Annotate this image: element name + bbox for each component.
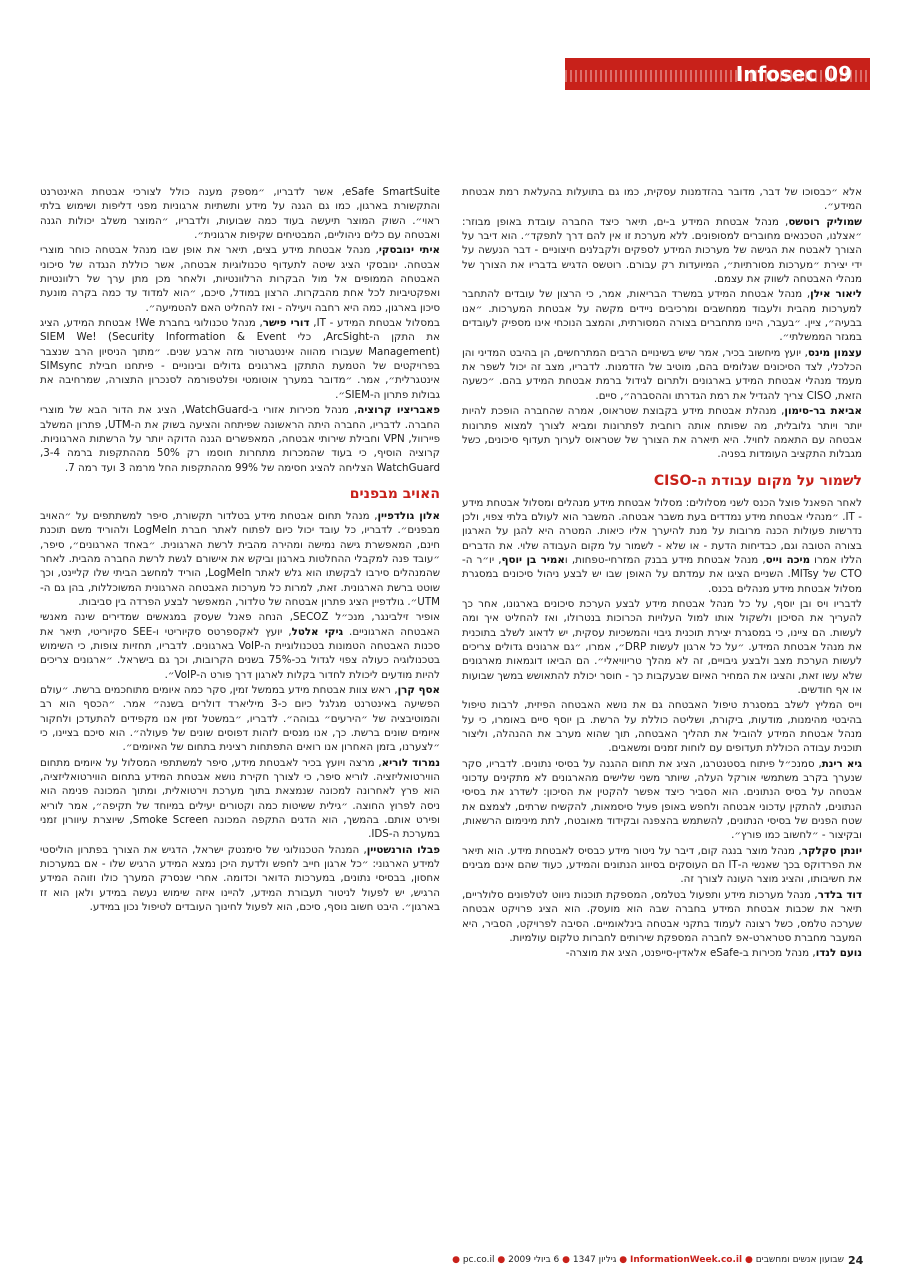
- paragraph-text: , מנהל אבטחת מידע בצים, תיאר את אופן שבו מנהל אבטחה כוחר מוצרי אבטחה. ינובסקי הציג שיטה לתעדוף טכנולוגיות אבטחה, אשר כוללת הנגדה של סיכוני האבטחה הממופים אל מול הבקרות הרלוונטיות, ולאחר מכן מתן ערך של רלוונטיות ואפקטיביות לכל אחת מהבקרות. הרצון במודל, סיכם, ״הוא למדוד עד כמה בקרה מונעת סיכון בארגון, כמה היא רחבה ויעילה - ואז להחליט האם להטמיעה״.: [40, 244, 440, 314]
- paragraph-text: , יו״ר ה-CTO של MITsy. השניים הציגו את עמדתם על האופן שבו יש לבצע ניהול סיכונים במסגרת מסלול אבטחת מידע מנהלים בכנס.: [462, 553, 862, 595]
- paragraph: [462, 215, 862, 287]
- paragraph: אלא ״כבסוכו של דבר, מדובר בהזדמנות עסקית, כמו גם בתועלות בהעלאת רמת אבטחת המידע״.: [462, 186, 862, 213]
- article-column-right: [462, 185, 862, 961]
- footer-publication: שבועון אנשים ומחשבים: [755, 1255, 844, 1265]
- section-title: Infosec 09: [735, 62, 852, 86]
- person-name: גיא רינת: [821, 757, 862, 770]
- paragraph: [462, 844, 862, 887]
- paragraph: לדבריו ויס ובן יוסף, על כל מנהל אבטחת מידע לבצע הערכת סיכונים בארגונו, אחר כך להעריך את הסיכון ולשקול אותו למול העלויות הכרוכות בנטרולו, ואז להחליט איך ומה לעשות. הם ציינו, כי במסגרת יצירת תוכנית גיבוי והמשכיות עסקית, יש לדאוג לשלב בתוכנית את מנהל אבטחת המידע. ״על כל ארגון לעשות DRP״, אמרו, ״גם ארגונים גדולים צריכים לעשות הערכת מצב ולבצע גיבויים, זה לא מהלך טריוויאלי״. הם הביאו דוגמאות מארגונים שלא עשו זאת, והציגו את המחיר האיום שבעקבות כך - חוסר יכולת להתאושש במשך שבועות או אף חודשים.: [462, 597, 862, 696]
- paragraph-text: , ראש צוות אבטחת מידע בממשל זמין, סקר כמה איומים מתוחכמים ברשת. ״עולם הפשיעה באינטרנט מגלגל כיום כ-3 מיליארד דולרים בשנה״ אמר. ״הכסף הוא רב והמוטיבציה של ״הירעים״ גבוהה״. לדבריו, ״במשטל זמין אנו מקפידים להתעדכן ולחקור איומים שונים ברשת. כך, אנו מנסים לזהות דפוסים שונים של פעולה״. הוא סיכם בציינו, כי ״לצערנו, בזמן האחרון אנו רואים התפתחות רצינית בתחום של האיומים״.: [40, 684, 440, 754]
- paragraph-text: , מנהל מערכות מידע ותפעול בטלמס, המספקת תוכנות ניווט לטלפונים סלולריים, תיאר את שכבות אבטחת המידע בחברה שבה הוא מועסק. הוא הציג פרויקט אבטחה שערכה טלמס, כשל רצונה לעמוד בתקני אבטחה בינלאומיים. הסיבה לפרויקט, הסביר, היא המעבר מחברת סטרארט-אפ לחברה המספקת שירותים לחברות טלקום עולמיות.: [462, 888, 862, 944]
- bullet-icon: ●: [452, 1255, 460, 1265]
- paragraph-text: , מנהלת אבטחת מידע בקבוצת שטראוס, אמרה שהחברה הופכת להיות יותר ויותר גלובלית, מה שפותח אותה רוחבית לפתרונות ומביא לצורך למצוא פתרונות אבטחה עם התאמה לחויל. היא תיארה את הצורך של שטראוס לערוך תעדוף סיכונים, כשל מגבלות התקציב העומדות בפניה.: [462, 405, 862, 461]
- bullet-icon: ●: [619, 1255, 628, 1265]
- paragraph-text: , המנהל הטכנולוגי של סימנטק ישראל, הדגיש את הצורך בפתרון הוליסטי למידע הארגוני: ״כל ארגון חייב לחפש ולדעת היכן נמצא המידע הרגיש שלו - אם במערכות אחסון, בבסיסי נתונים, במערכות הדואר וכדומה. אחרי שנסרק המערך כולו וזוהה המידע הרגיש, יש לפעול לניטור תעבורת המידע, להיינו איזה שימוש נעשה במידע ולאן הוא זז בארגון״. היבט חשוב נוסף, סיכם, הוא לפעול לחינוך העובדים לטיפול נכון במידע.: [40, 843, 440, 914]
- paragraph: וייס המליץ לשלב במסגרת טיפול האבטחה גם את נושא האבטחה הפיזית, לרבות טיפול בהיבטי מהימנות, מודעות, ביקורת, ושליטה כוללת על הרשת. בן יוסף סיים באומרו, כי על מנהל אבטחת המידע להוביל את תהליך האבטחה, תוך שהוא מערב את ההנהלה, וליצור תוכנית עבודה הכוללת תעדופים עם לוחות זמנים ומשאבים.: [462, 699, 862, 755]
- paragraph-text: , יועץ מיחשוב בכיר, אמר שיש בשינויים הרבים המתרחשים, הן בהיבט המדיני והן הכלכלי, לצד הסיכונים שגלומים בהם, מוטיב של הזדמנות. לדבריו, מצב זה יכול לשפר את מעמד מנהלי אבטחת המידע בארגונים ולתרום לגידול ברמת אבטחת המידע בהם. ״כשעה הזאת, CISO צריך להגדיל את רמת הגדרתו וההסברה״, סיים.: [462, 346, 862, 402]
- paragraph: [40, 243, 440, 315]
- paragraph-text: לאחר הפאנל פוצל הכנס לשני מסלולים: מסלול אבטחת מידע מנהלים ומסלול אבטחת מידע - IT. ״מנהלי אבטחת מידע נמדדים בעת משבר אבטחה. המשבר הוא לעולם בלתי צפוי, ולכן נדרשות פעולות הכנה מרובות על מנת להיערך אליו כיאות. המטרה היא להגן על הארגון בצורה הטובה וגם, כבדיחות הדעת - או שלא - לשמור על מקום העבודה שלוי. את הדברים הללו אמרו: [462, 496, 862, 566]
- bullet-icon: ●: [562, 1255, 571, 1265]
- paragraph: [462, 346, 862, 403]
- paragraph-text: , יועץ לאקספרטס סקיוריטי ו-SEE סקיוריטי, תיאר את סכנות האבטחה הטמונות בטכנולוגיית ה-VoIP בארגונים. לדבריו, תחזיות צופות, כי השימוש בטכנולוגיה כעולה צפוי לגדול בכ-75% בשנים הקרובות, וכך גם בישראל. ״ארגונים צריכים להיות מודעים ליכולת לחדור בקלות לארגון דרך פורט ה-VoIP״.: [40, 625, 440, 681]
- paragraph-text: , מנהל אבטחת המידע ב-ים, תיאר כיצד החברה עובדת באופן מבוזר: ״אצלנו, הטכנאים מחוברים למסופונים. ללא מערכת זו אין להם דרך לתפקד״. הוא דיבר על הצורך לאבטח את הגישה של מערכות המידע לספקים ולקבלנים חיצוניים - דבר הנעשה על ידי יצירת ״מערכות מסורתיות״, המיועדות רק עבורם. רוטשס הדגיש בדבריו את הצורך של מנהלי האבטחה לשווק את עצמם.: [462, 215, 862, 286]
- footer-site2-link[interactable]: pc.co.il: [462, 1255, 495, 1265]
- paragraph: [462, 404, 862, 461]
- section-heading: לשמור על מקום עבודת ה-CISO: [653, 472, 862, 489]
- person-name: פבלו הורנשטיין: [366, 843, 441, 856]
- paragraph-text: , מנהל אבטחת מידע בבנק המזרחי-טפחות, ו: [564, 553, 766, 566]
- paragraph: [40, 843, 440, 915]
- paragraph: [40, 756, 440, 842]
- paragraph-text: , מנהל מכירות ב-eSafe אלאדין-סייפנט, הציג את מוצרה-: [565, 947, 816, 960]
- paragraph: [462, 946, 862, 960]
- article-column-left: [40, 185, 440, 915]
- person-name: דורי פישר: [262, 317, 310, 330]
- person-name: נמרוד לוריא: [381, 756, 440, 769]
- person-name: ליאור אילן: [810, 288, 862, 301]
- page-number: 24: [848, 1254, 864, 1267]
- paragraph-text: , סמנכ״ל פיתוח בסטנטרגו, הציג את תחום ההגנה על בסיסי נתונים. לדבריו, סקר שנערך בקרב משתמשי אורקל העלה, שיותר משני שלישים מהארגונים לא מתקינים עדכוני אבטחה על בסיס הנתונים. הוא הסביר כיצד אפשר להקטין את הסיכון: לשדרג את בסיסי הנתונים, להתקין עדכוני אבטחה ולחפש באופן פעיל סיסמאות, להקשיח שרתים, לצמצם את שטח הפנים של בסיסי הנתונים, להשתמש בהצפנה ובקידוד מאובטח, לתת מינימום הרשאות, ובקיצור - ״לחשוב כמו פורץ״.: [462, 757, 862, 842]
- paragraph: [462, 888, 862, 945]
- person-name: דוד בלדר: [817, 888, 862, 901]
- paragraph-text: , מנהל מוצר בנגה קום, דיבר על ניטור מידע כבסיס לאבטחת מידע. הוא תיאר את הפרדוקס בכך שאנשי ה-IT הם העוסקים בסיווג הנתונים והמידע, כעוד שהם אינם מבינים את חשיבותו, והציג מוצר העונה לצורך זה.: [462, 844, 862, 886]
- person-name: שמוליק רוטשס: [788, 215, 862, 228]
- paragraph-text: , מנהל טכנולוגי בחברת We! אבטחת המידע, הציג את התקן ה-ArcSight, כלי SIEM We! (Security Information & Event Management) שעבורו מהווה אינטגרטור מזה ארבע שנים. ״מתוך הניסיון הרב שנצבר בפרויקטים של הטמעת התתקן בארגונים גדולים ובינוניים - פיתחנו חבילת SIMsync אינטגרלית״, אמר. ״מדובר במערך אוטומטי ופלטפורמה לסנכרון התצורה, שמרחיבה את גבולות פתרון ה-SIEM״.: [40, 317, 440, 401]
- paragraph: [40, 610, 440, 682]
- paragraph: [462, 496, 862, 596]
- paragraph: [462, 757, 862, 843]
- paragraph: eSafe SmartSuite, אשר לדבריו, ״מספק מענה כולל לצורכי אבטחת האינטרנט והתקשורת בארגון, כמו גם הגנה על מידע ותשתיות ארגוניות מפני דליפות ושימוש בלתי ראוי״. השוק המוצר תיעשה בעוד כמה שבועות, ולדבריו, ״המוצר משלב יכולות הגנה ואבטחה עם כלים ניהוליים, המבטיחים שקיפות ארגונית״.: [40, 186, 440, 242]
- section-heading: האויב מבפנים: [349, 485, 440, 502]
- paragraph-text: במסלול אבטחת המידע - IT,: [309, 317, 440, 330]
- footer-site-link[interactable]: InformationWeek.co.il: [630, 1255, 743, 1265]
- person-name: מיכה וייס: [765, 553, 811, 566]
- person-name: אביאת בר-סימון: [784, 405, 862, 418]
- paragraph: [40, 316, 440, 402]
- person-name: אמיר בן יוסף: [501, 553, 565, 566]
- paragraph: [40, 403, 440, 475]
- person-name: יונתן סקלקר: [801, 844, 862, 857]
- paragraph: [40, 683, 440, 755]
- paragraph-text: , מנהל אבטחת המידע במשרד הבריאות, אמר, כי הרצון של עובדים להתחבר למערכות מהבית ולעבוד ממחשבים ומרכיבים ניידים מקשה על אבטחת המערכות. ״אנו בבעיה״, ציין. ״בעבר, היינו מתחברים בצורה המסורתית, והמצב הנוכחי אינו מספיק לעובדים במגזר הממשלתי״.: [462, 288, 862, 344]
- bullet-icon: ●: [744, 1255, 753, 1265]
- paragraph: [40, 509, 440, 609]
- person-name: איתי ינובסקי: [378, 244, 440, 257]
- paragraph-text: אופיר זילבינגר, מנכ״ל SECOZ, הנחה פאנל שעסק במגאשים שמדירים שינה מאנשי האבטחה הארגוניים.: [40, 611, 441, 638]
- person-name: נועם לנדו: [815, 947, 862, 960]
- person-name: גיקי אלטל: [291, 625, 344, 638]
- person-name: עצמון מינס: [807, 346, 862, 359]
- bullet-icon: ●: [497, 1255, 506, 1265]
- paragraph: [462, 287, 862, 344]
- person-name: אלון גולדפיין: [377, 509, 440, 522]
- paragraph-text: , מנהל מכירות אזורי ב-WatchGuard, הציג את הדור הבא של מוצרי החברה. לדבריו, החברה היתה הראשונה שפיתחה והציעה בשוק את ה-UTM, פתרון המשלב פיירוול, VPN וחבילת שירותי אבטחה, המאפשרים הגנה הדוקה יותר על הרשתות הארגוניות. קרוציה הוסיף, כי בעוד שהמכרות מתחרות חוסמו רק 50% מההתקפות ברמה 3-4, WatchGuard הצליחה להציג חסימה של 99% מההתקפות החל מרמה 3 ועד רמה 7.: [40, 404, 440, 474]
- footer-line: [452, 1255, 844, 1265]
- paragraph-text: , מרצה ויועץ בכיר לאבטחת מידע, סיפר למשתתפי המסלול על איומים מתחום הווירטואליזציה. לוריא סיפר, כי לצורך חקירת נושא אבטחת המידע בתחום הווירטואליזציה, הוא פרץ לאחרונה למכונה שנמצאת בתוך מערכת וירטואלית, ומתוך המכונה פנימה הוא ניסה לפרוץ החוצה. ״גילית ששיטות כמה וקטורים יעילים במיוחד של תקיפה״, אמר לוריא ופירט אותם. בהמשך, הוא הדגים התקפה המכונה Smoke Screen, שיוצרת עיוורון זמני במערכת ה-IDS.: [40, 756, 440, 841]
- footer-date: 6 ביולי 2009: [508, 1255, 560, 1265]
- footer-issue: גיליון 1347: [572, 1255, 617, 1265]
- person-name: אסף קרן: [397, 684, 440, 696]
- paragraph-text: , מנהל תחום אבטחת מידע בטלדור תקשורת, סיפר למשתתפים על ״האויב מבפנים״. לדבריו, כל עובד יכול כיום לפתוח לאתר חברת LogMeIn ולהוריד משם תוכנת חינם, המאפשרת גישה נמישה ומהירה מהבית לרשת הארגונית. ״באחד הארגונים״, סיפר, ״עובד פנה למקבלי ההחלטות בארגון וביקש את אישורם לגשת לרשת החברה מהבית. לאחר שהמנהלים סירבו לבקשתו הוא גלש לאתר LogMeIn, הוריד למחשב הביתי שלו קליינט, וכך שוטט ברשת הארגונית. זאת, למרות כל מערכות האבטחה הארגונית המשוכללות, בהן גם ה-UTM״. גולדפיין הציג פתרון אבטחה של טלדור, המאפשר לבצע הפרדה בין סביבות.: [40, 509, 440, 608]
- person-name: פאבריציו קרוציה: [357, 404, 440, 417]
